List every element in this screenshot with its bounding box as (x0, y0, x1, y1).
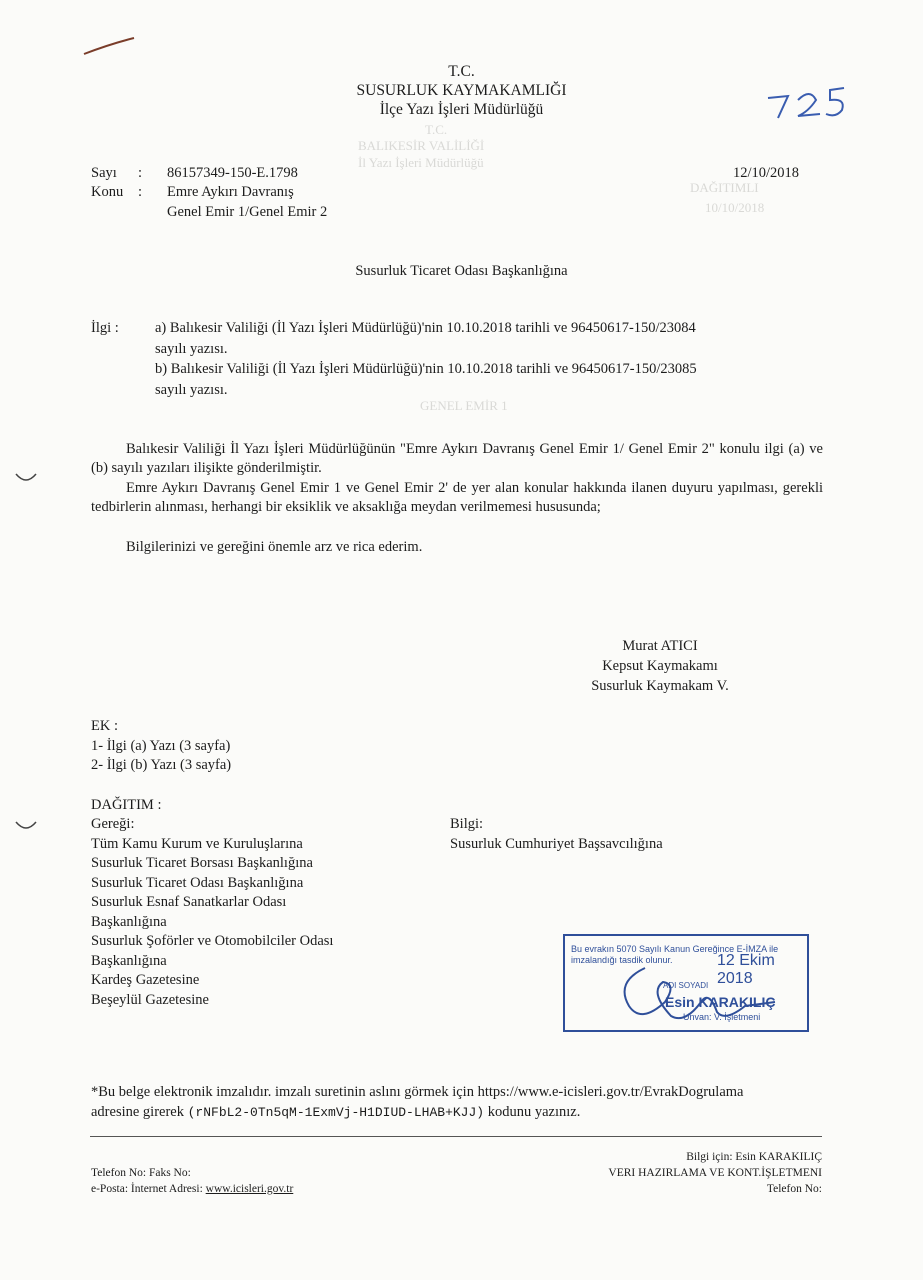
konu-line1: Emre Aykırı Davranış (167, 184, 294, 200)
footer-web-label: e-Posta: İnternet Adresi: (91, 1183, 206, 1195)
geregi-item: Susurluk Şoförler ve Otomobilciler Odası (91, 933, 334, 949)
ilgi-a-line2: sayılı yazısı. (155, 341, 228, 357)
konu-line2: Genel Emir 1/Genel Emir 2 (167, 204, 328, 220)
bleed-through-text: T.C. (425, 122, 448, 137)
esign-note-suffix: kodunu yazınız. (484, 1104, 581, 1120)
punch-hole (14, 818, 38, 834)
bleed-through-text: BALIKESİR VALİLİĞİ (358, 138, 485, 153)
colon: : (138, 165, 143, 181)
geregi-item: Başkanlığına (91, 914, 167, 930)
geregi-item: Kardeş Gazetesine (91, 972, 200, 988)
ek-item: 1- İlgi (a) Yazı (3 sayfa) (91, 738, 231, 754)
handwritten-signature (605, 962, 785, 1028)
dagitim-label: DAĞITIM : (91, 797, 162, 813)
e-signature-stamp (563, 934, 809, 1032)
ilgi-a-line1: a) Balıkesir Valiliği (İl Yazı İşleri Müdürlüğü)'nin 10.10.2018 tarihli ve 96450617-150/23084 (155, 320, 696, 336)
bleed-through-text: İl Yazı İşleri Müdürlüğü (358, 155, 484, 170)
ilgi-b-line1: b) Balıkesir Valiliği (İl Yazı İşleri Müdürlüğü)'nin 10.10.2018 tarihli ve 96450617-150/23085 (155, 361, 697, 377)
header-department: İlçe Yazı İşleri Müdürlüğü (379, 101, 544, 118)
ek-label: EK : (91, 718, 118, 734)
sayi-label: Sayı (91, 165, 117, 181)
footer-divider (90, 1136, 822, 1137)
sayi-value: 86157349-150-E.1798 (167, 165, 298, 181)
bleed-through-text: GENEL EMİR 1 (420, 398, 508, 413)
header-institution: SUSURLUK KAYMAKAMLIĞI (356, 82, 567, 99)
signatory-title-2: Susurluk Kaymakam V. (591, 678, 729, 694)
esign-note-line1: *Bu belge elektronik imzalıdır. imzalı suretinin aslını görmek için https://www.e-icisleri.gov.tr/EvrakDogrulama (91, 1084, 744, 1100)
footer-info-title: VERI HAZIRLAMA VE KONT.İŞLETMENI (608, 1167, 822, 1179)
geregi-item: Beşeylül Gazetesine (91, 992, 209, 1008)
ilgi-label: İlgi : (91, 320, 119, 336)
stamp-text: Bu evrakın 5070 Sayılı Kanun Gereğince E-İMZA ile imzalandığı tasdik olunur. (571, 944, 779, 965)
stamp-name-label: ADI SOYADI (663, 981, 709, 990)
body-paragraph-1: Balıkesir Valiliği İl Yazı İşleri Müdürlüğünün "Emre Aykırı Davranış Genel Emir 1/ Genel Emir 2" konulu ilgi (a) ve (b) sayılı yazıları ilişikte gönderilmiştir. (91, 441, 823, 476)
document-date: 12/10/2018 (733, 165, 800, 181)
geregi-label: Gereği: (91, 816, 135, 832)
footer-contact: Telefon No: Faks No: (91, 1167, 191, 1179)
ek-item: 2- İlgi (b) Yazı (3 sayfa) (91, 757, 232, 773)
esign-note-prefix: adresine girerek (91, 1104, 188, 1120)
stamp-name: Esin KARAKILIÇ (665, 994, 776, 1010)
punch-hole (14, 470, 38, 486)
addressee: Susurluk Ticaret Odası Başkanlığına (355, 263, 568, 279)
geregi-item: Susurluk Ticaret Odası Başkanlığına (91, 875, 304, 891)
geregi-item: Susurluk Ticaret Borsası Başkanlığına (91, 855, 313, 871)
konu-label: Konu (91, 184, 124, 200)
footer-info-phone: Telefon No: (766, 1183, 822, 1195)
bilgi-item: Susurluk Cumhuriyet Başsavcılığına (450, 836, 663, 852)
bleed-through-text: DAĞITIMLI (690, 180, 759, 195)
geregi-item: Başkanlığına (91, 953, 167, 969)
footer-web (91, 1182, 293, 1196)
verification-code: (rNFbL2-0Tn5qM-1ExmVj-H1DIUD-LHAB+KJJ) (187, 1105, 485, 1120)
esign-note-line2 (91, 1103, 580, 1122)
geregi-item: Tüm Kamu Kurum ve Kuruluşlarına (91, 836, 303, 852)
bleed-through-text: 10/10/2018 (705, 200, 765, 215)
body-paragraph-3: Bilgilerinizi ve gereğini önemle arz ve rica ederim. (126, 539, 423, 555)
body-paragraph-2: Emre Aykırı Davranış Genel Emir 1 ve Genel Emir 2' de yer alan konular hakkında ilanen duyuru yapılması, gerekli tedbirlerin alınması, herhangi bir eksiklik ve aksaklığa meydan verilmemesi hususunda; (91, 480, 823, 515)
website-link[interactable]: www.icisleri.gov.tr (205, 1183, 294, 1195)
header-tc: T.C. (448, 63, 475, 80)
signatory-title-1: Kepsut Kaymakamı (602, 658, 718, 674)
ilgi-b-line2: sayılı yazısı. (155, 382, 228, 398)
stamp-date: 12 Ekim 2018 (717, 952, 775, 987)
signatory-name: Murat ATICI (622, 638, 698, 654)
pen-mark (80, 30, 140, 60)
bilgi-label: Bilgi: (450, 816, 484, 832)
footer-info-contact: Bilgi için: Esin KARAKILIÇ (686, 1151, 822, 1163)
geregi-item: Susurluk Esnaf Sanatkarlar Odası (91, 894, 287, 910)
colon: : (138, 184, 143, 200)
stamp-title: Unvan: V. İşletmeni (683, 1012, 761, 1022)
